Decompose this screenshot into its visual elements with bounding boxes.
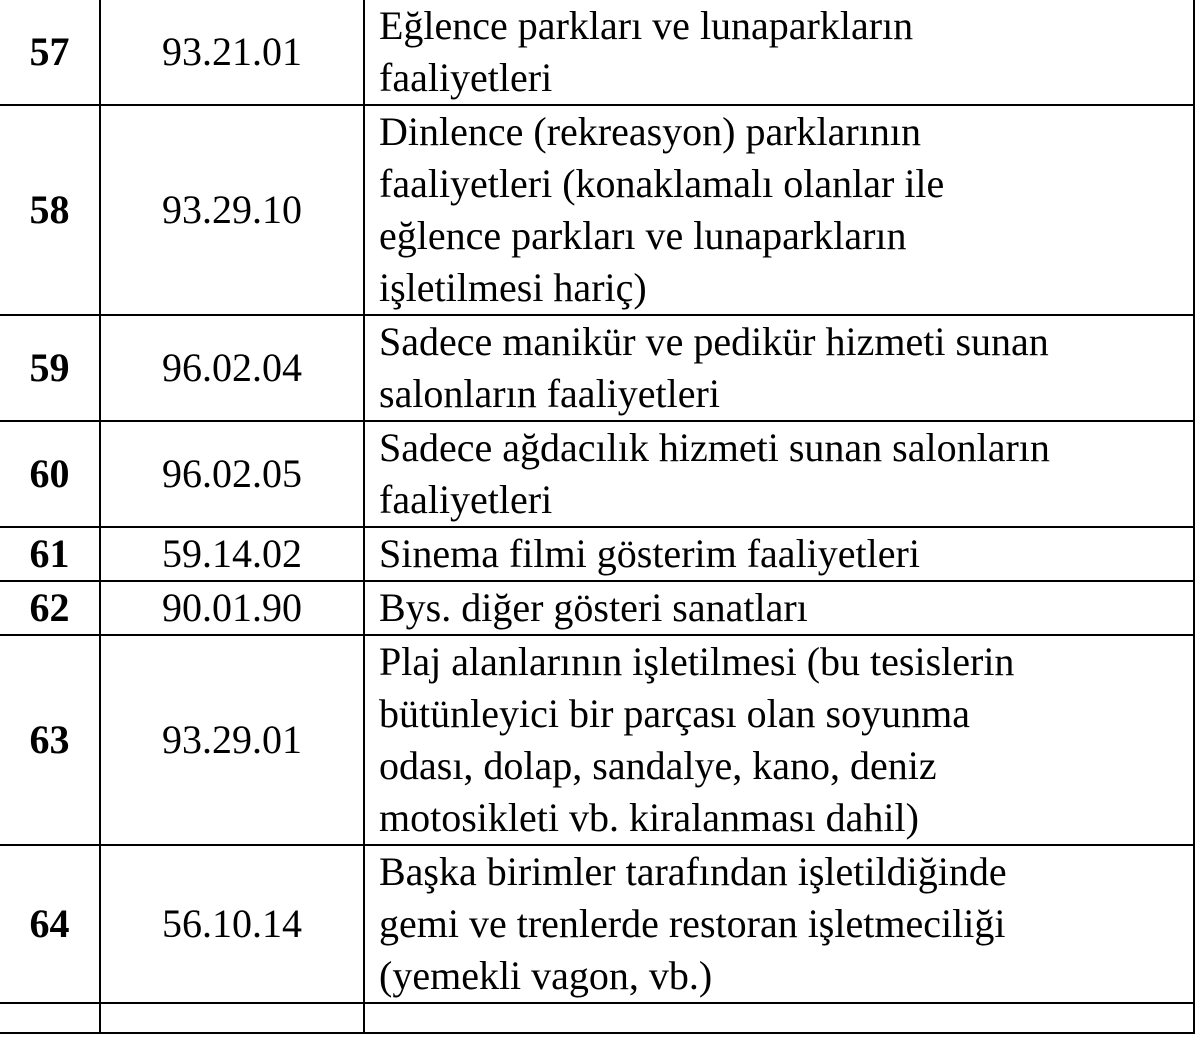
row-number-empty [0, 1003, 100, 1033]
description-line: Sadece ağdacılık hizmeti sunan salonların [379, 425, 1050, 470]
description-line: işletilmesi hariç) [379, 265, 647, 310]
table-row-partial [0, 1003, 1194, 1033]
description-line: odası, dolap, sandalye, kano, deniz [379, 743, 937, 788]
table-row [0, 421, 1194, 527]
activity-code-empty [100, 1003, 364, 1033]
activity-code: 93.21.01 [100, 0, 364, 105]
description-line: faaliyetleri [379, 477, 553, 522]
row-number: 59 [0, 315, 100, 421]
activity-description [364, 421, 1194, 527]
row-number: 58 [0, 105, 100, 315]
description-line: (yemekli vagon, vb.) [379, 953, 713, 998]
description-line: faaliyetleri [379, 55, 553, 100]
activity-code: 96.02.04 [100, 315, 364, 421]
activity-code: 59.14.02 [100, 527, 364, 581]
description-line: salonların faaliyetleri [379, 371, 720, 416]
description-line: Sinema filmi gösterim faaliyetleri [379, 531, 920, 576]
description-line: Eğlence parkları ve lunaparkların [379, 3, 914, 48]
activity-code: 90.01.90 [100, 581, 364, 635]
description-line: motosikleti vb. kiralanması dahil) [379, 795, 919, 840]
description-line: Dinlence (rekreasyon) parklarının [379, 109, 921, 154]
description-line: Sadece manikür ve pedikür hizmeti sunan [379, 319, 1049, 364]
description-line: bütünleyici bir parçası olan soyunma [379, 691, 970, 736]
row-number: 64 [0, 845, 100, 1003]
activity-code: 93.29.01 [100, 635, 364, 845]
activity-description [364, 315, 1194, 421]
table-row [0, 0, 1194, 105]
row-number: 62 [0, 581, 100, 635]
description-line: eğlence parkları ve lunaparkların [379, 213, 907, 258]
table-row [0, 315, 1194, 421]
table-row [0, 845, 1194, 1003]
row-number: 57 [0, 0, 100, 105]
activity-description [364, 635, 1194, 845]
row-number: 63 [0, 635, 100, 845]
activity-description [364, 105, 1194, 315]
activity-description-empty [364, 1003, 1194, 1033]
table-row [0, 105, 1194, 315]
activity-code: 56.10.14 [100, 845, 364, 1003]
row-number: 60 [0, 421, 100, 527]
description-line: Başka birimler tarafından işletildiğinde [379, 849, 1007, 894]
description-line: Bys. diğer gösteri sanatları [379, 585, 808, 630]
table-row [0, 635, 1194, 845]
activity-description [364, 0, 1194, 105]
activity-code: 93.29.10 [100, 105, 364, 315]
table-row [0, 527, 1194, 581]
description-line: Plaj alanlarının işletilmesi (bu tesislerin [379, 639, 1015, 684]
row-number: 61 [0, 527, 100, 581]
activity-description [364, 845, 1194, 1003]
table-row [0, 581, 1194, 635]
description-line: gemi ve trenlerde restoran işletmeciliği [379, 901, 1006, 946]
activity-description [364, 527, 1194, 581]
description-line: faaliyetleri (konaklamalı olanlar ile [379, 161, 945, 206]
activity-description [364, 581, 1194, 635]
activity-code: 96.02.05 [100, 421, 364, 527]
